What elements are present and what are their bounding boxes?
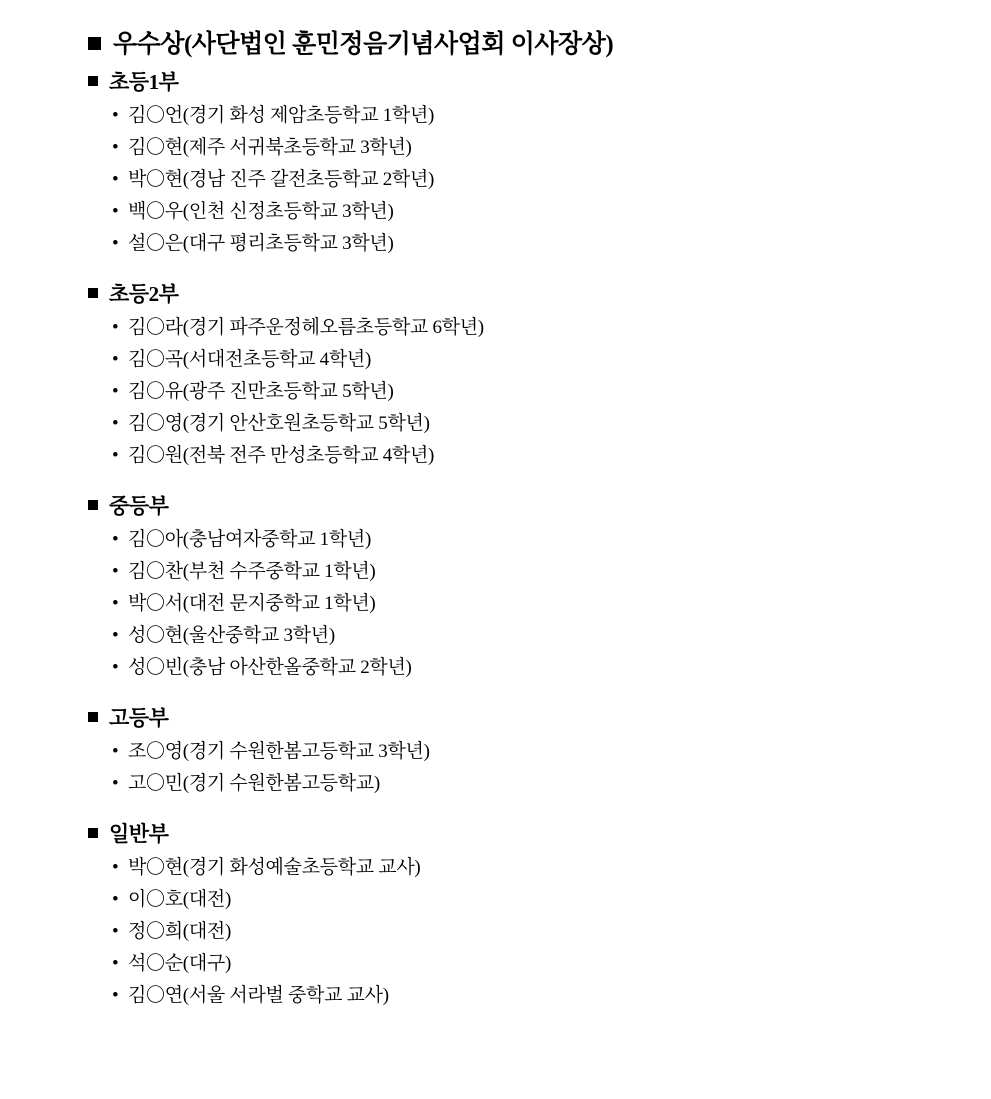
recipient-list	[0, 524, 991, 684]
dot-bullet-icon: •	[112, 413, 119, 434]
recipient-label: 김〇찬(부천 수주중학교 1학년)	[128, 561, 376, 582]
list-item	[112, 588, 991, 620]
dot-bullet-icon: •	[112, 137, 119, 158]
list-item	[112, 652, 991, 684]
dot-bullet-icon: •	[112, 741, 119, 762]
recipient-label: 김〇원(전북 전주 만성초등학교 4학년)	[128, 445, 435, 466]
recipient-list	[0, 852, 991, 1012]
list-item	[112, 884, 991, 916]
recipient-label: 백〇우(인천 신정초등학교 3학년)	[128, 201, 394, 222]
recipient-label: 김〇영(경기 안산호원초등학교 5학년)	[128, 413, 430, 434]
list-item	[112, 344, 991, 376]
section-heading-label: 중등부	[109, 494, 169, 518]
list-item	[112, 556, 991, 588]
award-section	[0, 490, 991, 684]
list-item	[112, 440, 991, 472]
square-bullet-icon	[88, 712, 98, 722]
recipient-label: 박〇현(경남 진주 갈전초등학교 2학년)	[128, 169, 435, 190]
award-section	[0, 278, 991, 472]
section-heading	[88, 278, 991, 308]
list-item	[112, 228, 991, 260]
list-item	[112, 736, 991, 768]
dot-bullet-icon: •	[112, 233, 119, 254]
dot-bullet-icon: •	[112, 349, 119, 370]
dot-bullet-icon: •	[112, 953, 119, 974]
list-item	[112, 164, 991, 196]
dot-bullet-icon: •	[112, 857, 119, 878]
section-heading	[88, 702, 991, 732]
recipient-label: 설〇은(대구 평리초등학교 3학년)	[128, 233, 394, 254]
recipient-label: 정〇희(대전)	[128, 921, 231, 942]
recipient-label: 박〇현(경기 화성예술초등학교 교사)	[128, 857, 421, 878]
recipient-label: 조〇영(경기 수원한봄고등학교 3학년)	[128, 741, 430, 762]
dot-bullet-icon: •	[112, 529, 119, 550]
section-heading	[88, 490, 991, 520]
section-heading-label: 초등1부	[109, 70, 179, 94]
list-item	[112, 916, 991, 948]
square-bullet-icon	[88, 37, 101, 50]
list-item	[112, 100, 991, 132]
section-heading-label: 고등부	[109, 706, 169, 730]
list-item	[112, 768, 991, 800]
dot-bullet-icon: •	[112, 317, 119, 338]
square-bullet-icon	[88, 76, 98, 86]
list-item	[112, 948, 991, 980]
page-title-text: 우수상(사단법인 훈민정음기념사업회 이사장상)	[113, 31, 614, 58]
recipient-label: 고〇민(경기 수원한봄고등학교)	[128, 773, 380, 794]
recipient-label: 김〇곡(서대전초등학교 4학년)	[128, 349, 371, 370]
list-item	[112, 132, 991, 164]
list-item	[112, 312, 991, 344]
section-heading-label: 일반부	[109, 822, 169, 846]
award-section	[0, 818, 991, 1012]
recipient-label: 김〇라(경기 파주운정헤오름초등학교 6학년)	[128, 317, 484, 338]
dot-bullet-icon: •	[112, 593, 119, 614]
dot-bullet-icon: •	[112, 169, 119, 190]
dot-bullet-icon: •	[112, 985, 119, 1006]
recipient-list	[0, 100, 991, 260]
square-bullet-icon	[88, 500, 98, 510]
recipient-label: 김〇연(서울 서라벌 중학교 교사)	[128, 985, 389, 1006]
recipient-label: 이〇호(대전)	[128, 889, 231, 910]
list-item	[112, 524, 991, 556]
dot-bullet-icon: •	[112, 921, 119, 942]
square-bullet-icon	[88, 828, 98, 838]
dot-bullet-icon: •	[112, 625, 119, 646]
recipient-list	[0, 736, 991, 800]
page-title	[88, 24, 991, 60]
recipient-label: 김〇언(경기 화성 제암초등학교 1학년)	[128, 105, 435, 126]
list-item	[112, 408, 991, 440]
dot-bullet-icon: •	[112, 889, 119, 910]
section-heading	[88, 818, 991, 848]
square-bullet-icon	[88, 288, 98, 298]
dot-bullet-icon: •	[112, 201, 119, 222]
award-section	[0, 66, 991, 260]
list-item	[112, 980, 991, 1012]
section-heading	[88, 66, 991, 96]
dot-bullet-icon: •	[112, 381, 119, 402]
recipient-list	[0, 312, 991, 472]
dot-bullet-icon: •	[112, 445, 119, 466]
dot-bullet-icon: •	[112, 657, 119, 678]
recipient-label: 석〇순(대구)	[128, 953, 231, 974]
list-item	[112, 196, 991, 228]
list-item	[112, 852, 991, 884]
recipient-label: 성〇빈(충남 아산한올중학교 2학년)	[128, 657, 412, 678]
dot-bullet-icon: •	[112, 105, 119, 126]
dot-bullet-icon: •	[112, 561, 119, 582]
list-item	[112, 376, 991, 408]
list-item	[112, 620, 991, 652]
recipient-label: 김〇유(광주 진만초등학교 5학년)	[128, 381, 394, 402]
award-section	[0, 702, 991, 800]
recipient-label: 김〇현(제주 서귀북초등학교 3학년)	[128, 137, 412, 158]
recipient-label: 박〇서(대전 문지중학교 1학년)	[128, 593, 376, 614]
section-heading-label: 초등2부	[109, 282, 179, 306]
award-sections	[0, 66, 991, 1012]
dot-bullet-icon: •	[112, 773, 119, 794]
recipient-label: 김〇아(충남여자중학교 1학년)	[128, 529, 371, 550]
recipient-label: 성〇현(울산중학교 3학년)	[128, 625, 335, 646]
